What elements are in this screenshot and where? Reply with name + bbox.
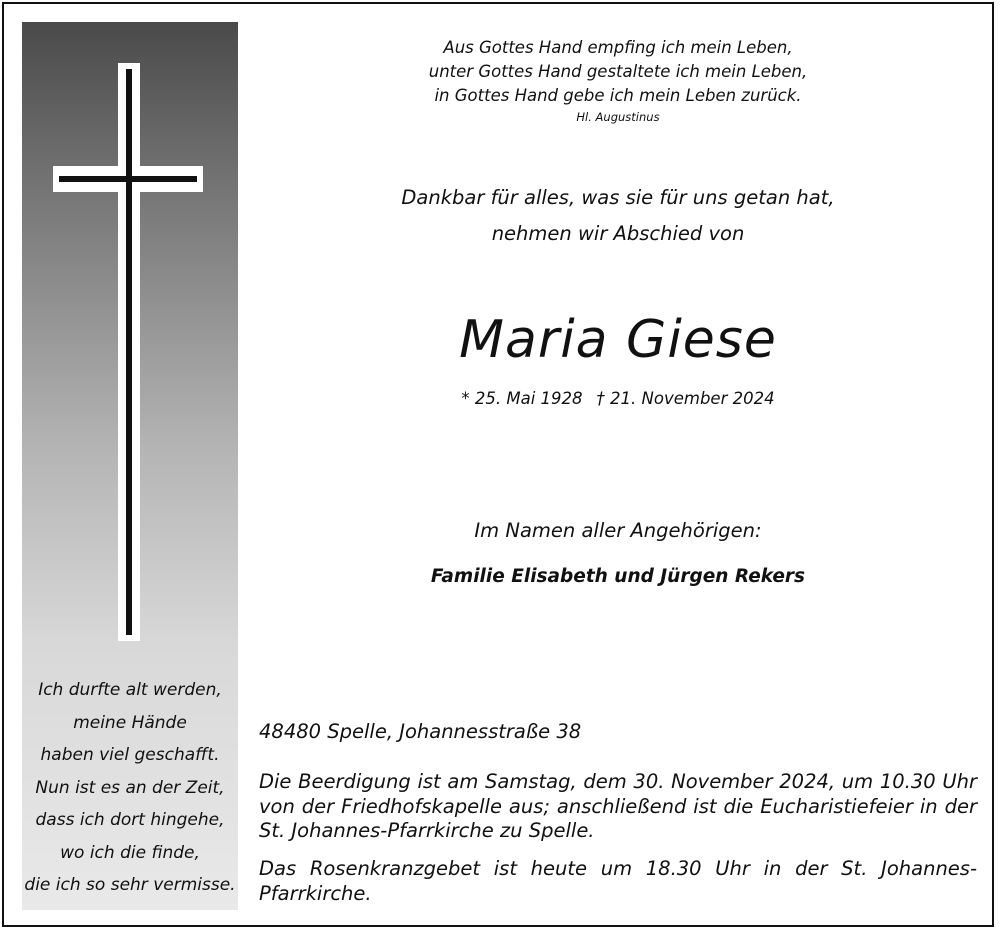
epigraph-attribution: Hl. Augustinus xyxy=(576,110,660,124)
side-poem-line: meine Hände xyxy=(73,712,187,733)
family-name: Familie Elisabeth und Jürgen Rekers xyxy=(430,566,806,587)
intro-text xyxy=(256,180,980,252)
side-poem-line: dass ich dort hingehe, xyxy=(35,810,225,830)
death-date: † 21. November 2024 xyxy=(596,389,775,408)
side-poem-line: die ich so sehr vermisse. xyxy=(24,875,236,895)
epigraph xyxy=(256,36,980,126)
side-poem-line: Nun ist es an der Zeit, xyxy=(35,777,225,798)
epigraph-line: Aus Gottes Hand empfing ich mein Leben, xyxy=(443,38,793,57)
side-poem-line: haben viel geschafft. xyxy=(40,745,220,765)
side-poem xyxy=(22,674,238,902)
deceased-name: Maria Giese xyxy=(459,310,777,370)
life-dates xyxy=(256,386,980,412)
side-poem-line: wo ich die finde, xyxy=(60,842,200,863)
birth-date: * 25. Mai 1928 xyxy=(461,389,583,408)
epigraph-line: unter Gottes Hand gestaltete ich mein Leben, xyxy=(428,62,808,81)
rosary-notice: Das Rosenkranzgebet ist heute um 18.30 Uhr in der St. Johannes-Pfarrkirche. xyxy=(259,857,977,905)
funeral-notice: Die Beerdigung ist am Samstag, dem 30. November 2024, um 10.30 Uhr von der Friedhofskapelle aus; anschließend ist die Eucharistiefeier in der St. Johannes-Pfarrkirche zu Spelle. xyxy=(259,770,977,842)
intro-line: Dankbar für alles, was sie für uns getan hat, xyxy=(401,186,835,209)
address: 48480 Spelle, Johannesstraße 38 xyxy=(259,720,582,743)
intro-line: nehmen wir Abschied von xyxy=(491,222,745,245)
side-poem-line: Ich durfte alt werden, xyxy=(38,680,222,700)
epigraph-line: in Gottes Hand gebe ich mein Leben zurück. xyxy=(434,86,802,105)
cross-icon xyxy=(53,63,203,641)
mourners-intro: Im Namen aller Angehörigen: xyxy=(474,519,762,542)
